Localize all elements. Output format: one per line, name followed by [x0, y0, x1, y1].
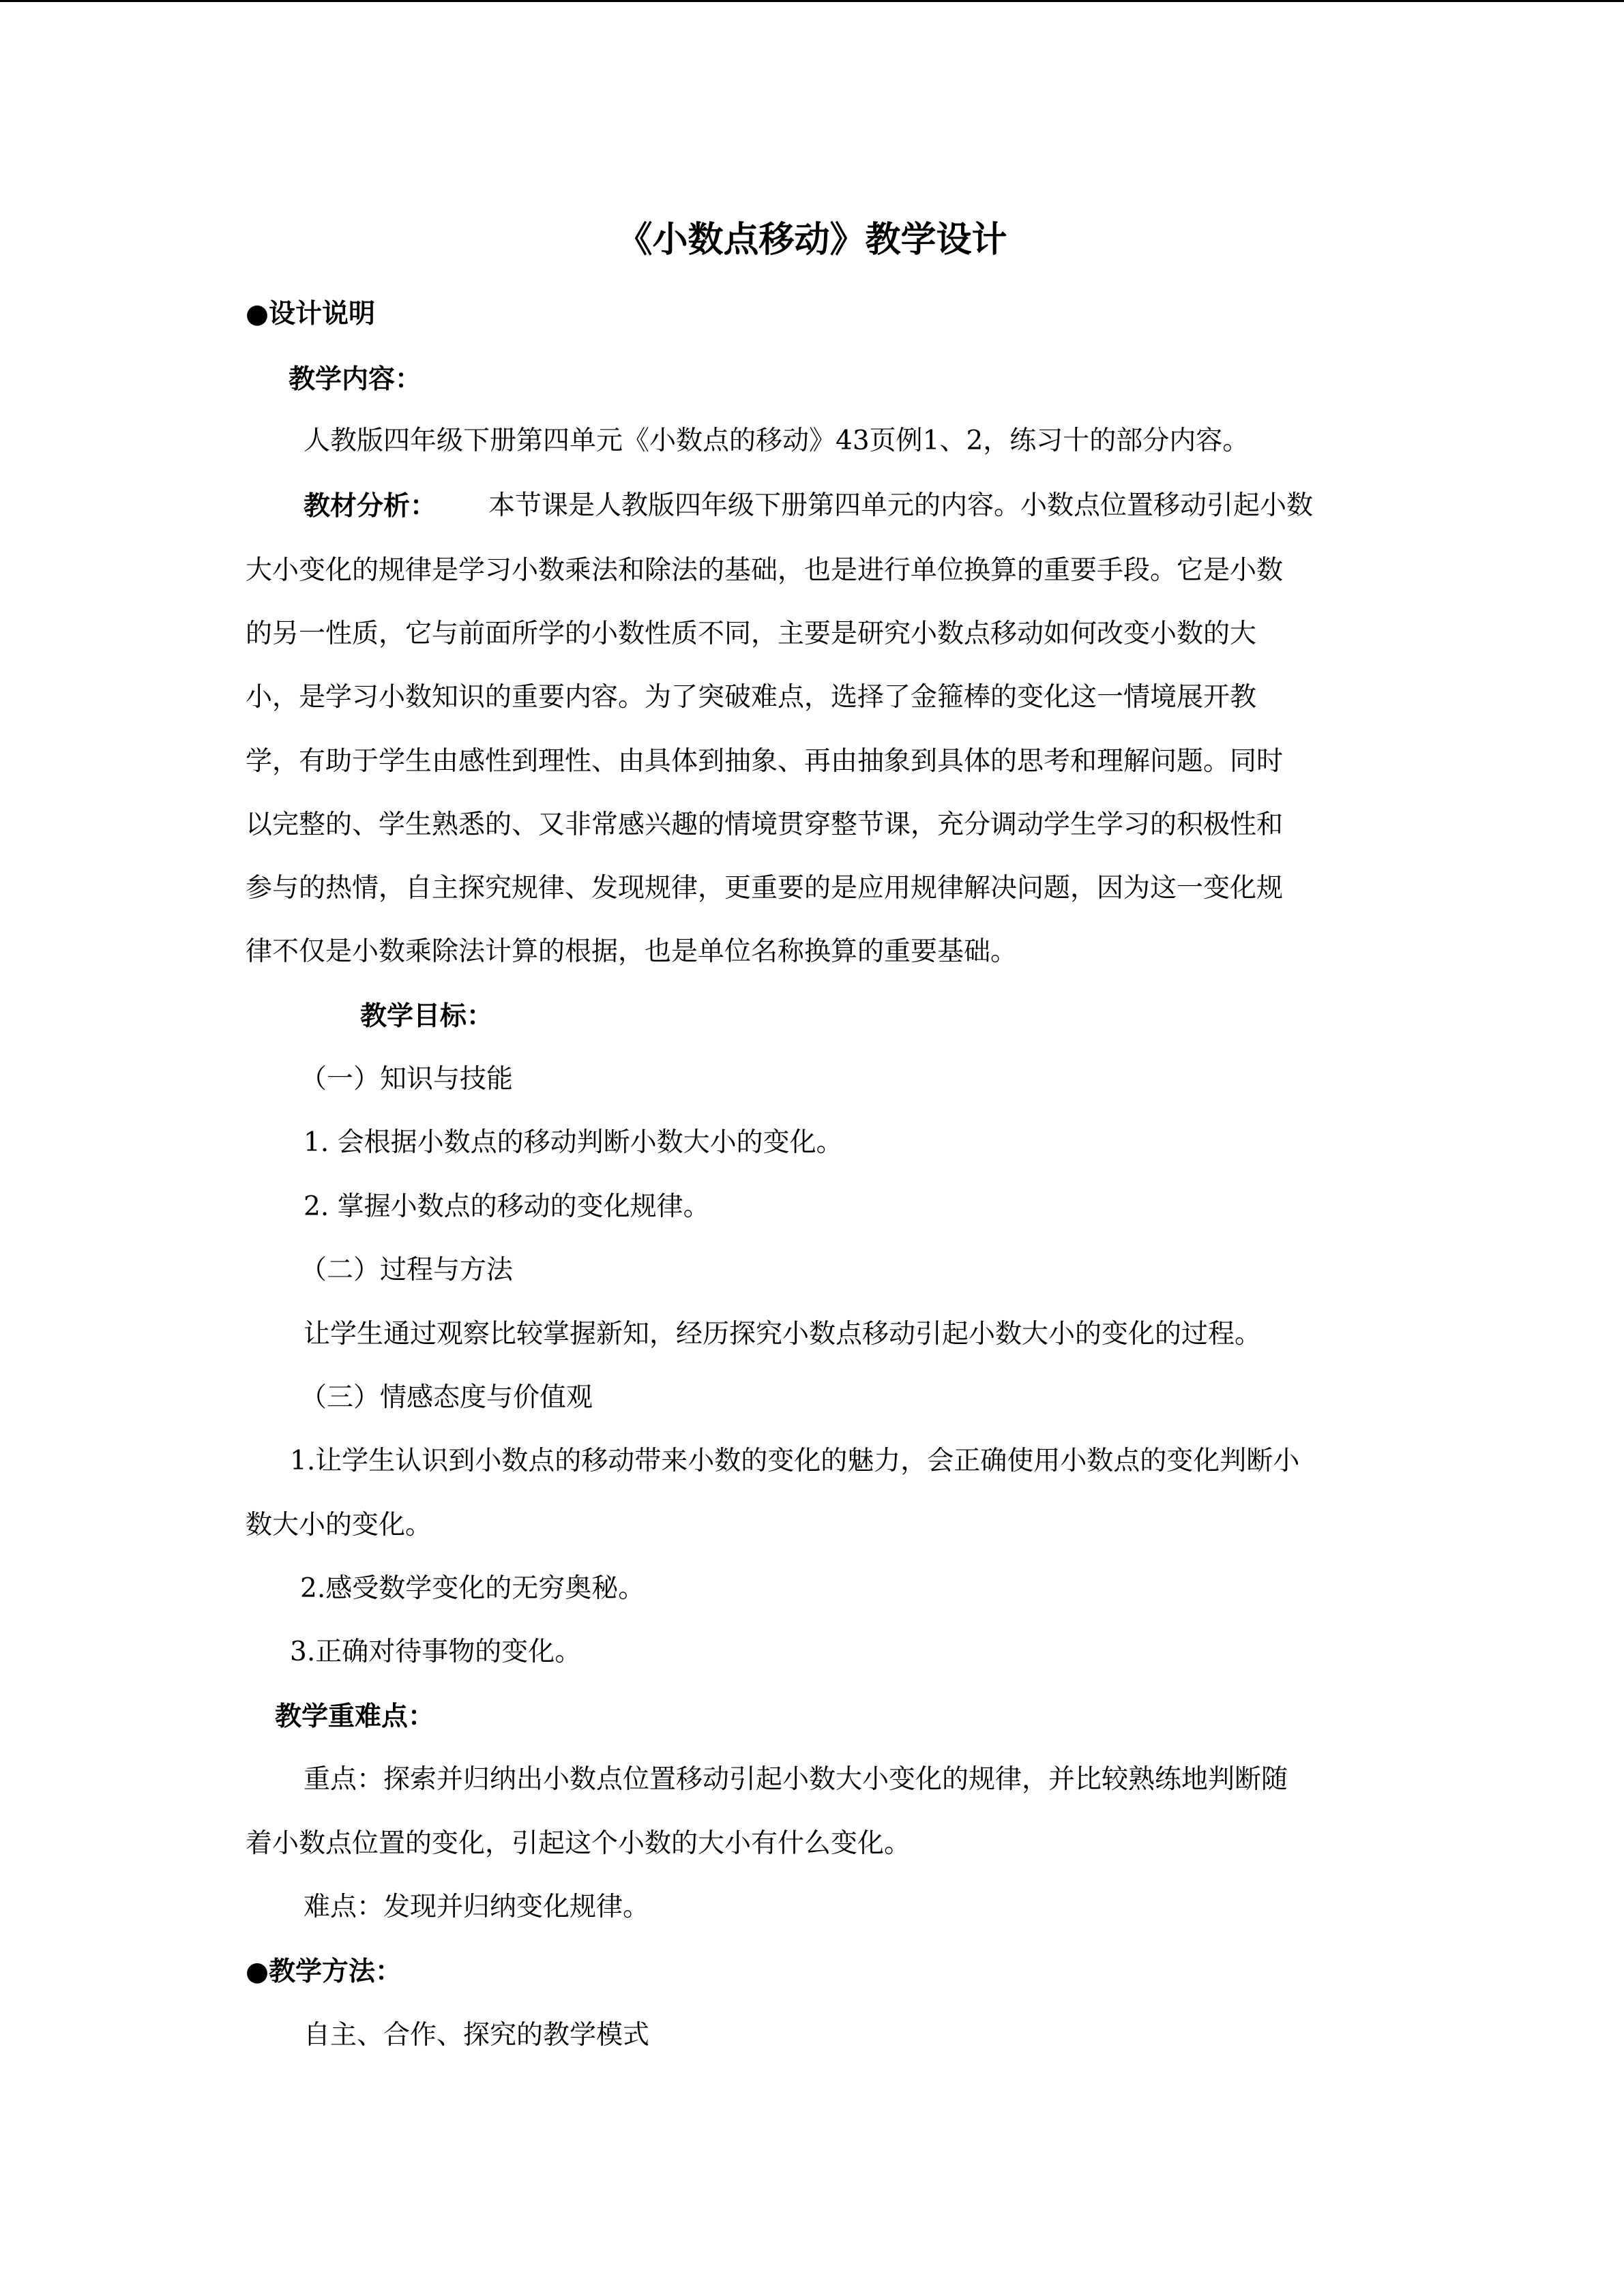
goal3-item2: 2.感受数学变化的无穷奥秘。 — [300, 1573, 645, 1604]
analysis-line: 参与的热情，自主探究规律、发现规律，更重要的是应用规律解决问题，因为这一变化规 — [246, 873, 1284, 904]
goal2-text: 让学生通过观察比较掌握新知，经历探究小数点移动引起小数大小的变化的过程。 — [304, 1319, 1262, 1350]
goal3-item3: 3.正确对待事物的变化。 — [290, 1637, 582, 1667]
key-point-line: 着小数点位置的变化，引起这个小数的大小有什么变化。 — [246, 1828, 911, 1859]
analysis-line: 小，是学习小数知识的重要内容。为了突破难点，选择了金箍棒的变化这一情境展开教 — [246, 682, 1257, 713]
analysis-line: 本节课是人教版四年级下册第四单元的内容。小数点位置移动引起小数 — [488, 490, 1314, 521]
analysis-label: 教材分析： — [304, 490, 437, 522]
goal1-heading: （一）知识与技能 — [300, 1064, 514, 1094]
key-points-label: 教学重难点： — [275, 1701, 435, 1732]
section-heading-teaching-method: ●教学方法： — [246, 1956, 402, 1987]
analysis-line: 大小变化的规律是学习小数乘法和除法的基础，也是进行单位换算的重要手段。它是小数 — [246, 555, 1284, 586]
key-point-line: 重点：探索并归纳出小数点位置移动引起小数大小变化的规律，并比较熟练地判断随 — [304, 1764, 1288, 1795]
method-text: 自主、合作、探究的教学模式 — [304, 2020, 650, 2051]
goals-label: 教学目标： — [360, 1000, 494, 1032]
goal1-item: 1. 会根据小数点的移动判断小数大小的变化。 — [304, 1127, 843, 1158]
analysis-line: 学，有助于学生由感性到理性、由具体到抽象、再由抽象到具体的思考和理解问题。同时 — [246, 746, 1284, 777]
analysis-line: 以完整的、学生熟悉的、又非常感兴趣的情境贯穿整节课，充分调动学生学习的积极性和 — [246, 809, 1284, 840]
document-title: 《小数点移动》教学设计 — [617, 219, 1007, 260]
section-heading-design-notes: ●设计说明 — [246, 298, 376, 329]
content-text: 人教版四年级下册第四单元《小数点的移动》43页例1、2，练习十的部分内容。 — [304, 426, 1250, 456]
page-top-border — [0, 0, 1624, 2]
analysis-line: 律不仅是小数乘除法计算的根据，也是单位名称换算的重要基础。 — [246, 936, 1018, 967]
difficulty-text: 难点：发现并归纳变化规律。 — [304, 1892, 650, 1922]
content-label: 教学内容： — [289, 363, 422, 395]
goal1-item: 2. 掌握小数点的移动的变化规律。 — [304, 1191, 710, 1222]
goal2-heading: （二）过程与方法 — [300, 1255, 514, 1285]
goal3-heading: （三）情感态度与价值观 — [300, 1382, 593, 1413]
analysis-line: 的另一性质，它与前面所学的小数性质不同，主要是研究小数点移动如何改变小数的大 — [246, 618, 1257, 649]
goal3-item1-line: 数大小的变化。 — [246, 1510, 432, 1540]
goal3-item1-line: 1.让学生认识到小数点的移动带来小数的变化的魅力，会正确使用小数点的变化判断小 — [290, 1446, 1300, 1476]
